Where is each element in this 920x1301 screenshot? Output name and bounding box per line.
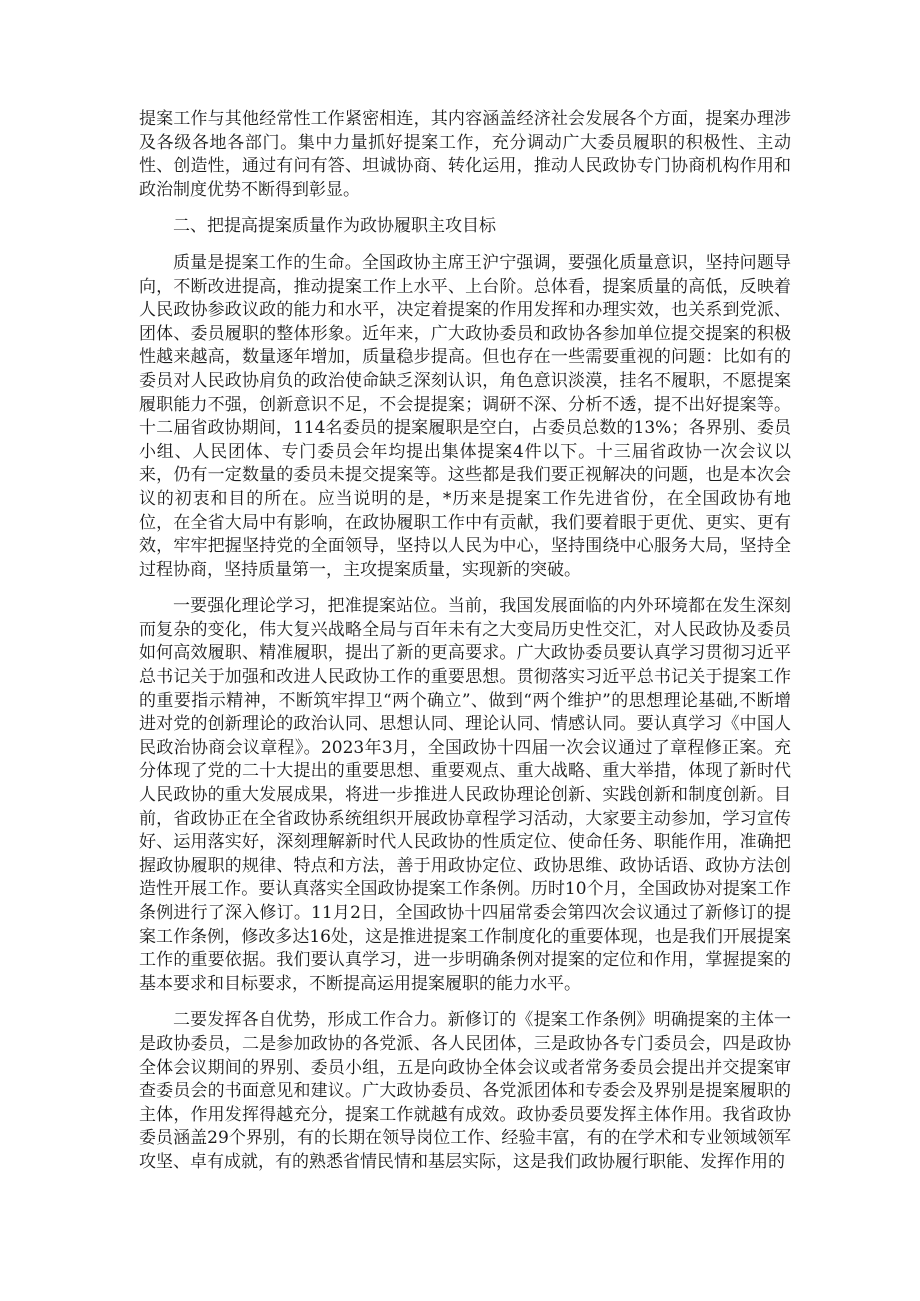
paragraph-quality: 质量是提案工作的生命。全国政协主席王沪宁强调，要强化质量意识，坚持问题导向，不断改进提高，推动提案工作上水平、上台阶。总体看，提案质量的高低，反映着人民政协参政议政的能力和水平，决定着提案的作用发挥和办理实效，也关系到党派、团体、委员履职的整体形象。近年来，广大政协委员和政协各参加单位提交提案的积极性越来越高，数量逐年增加，质量稳步提高。但也存在一些需要重视的问题：比如有的委员对人民政协肩负的政治使命缺乏深刻认识，角色意识淡漠，挂名不履职，不愿提案履职能力不强，创新意识不足，不会提提案；调研不深、分析不透，提不出好提案等。十二届省政协期间，114名委员的提案履职是空白，占委员总数的13%；各界别、委员小组、人民团体、专门委员会年均提出集体提案4件以下。十三届省政协一次会议以来，仍有一定数量的委员未提交提案等。这些都是我们要正视解决的问题，也是本次会议的初衷和目的所在。应当说明的是，*历来是提案工作先进省份，在全国政协有地位，在全省大局中有影响，在政协履职工作中有贡献，我们要着眼于更优、更实、更有效，牢牢把握坚持党的全面领导，坚持以人民为中心，坚持围绕中心服务大局，坚持全过程协商，坚持质量第一，主攻提案质量，实现新的突破。 [139, 252, 791, 580]
paragraph-intro: 提案工作与其他经常性工作紧密相连，其内容涵盖经济社会发展各个方面，提案办理涉及各级各地各部门。集中力量抓好提案工作，充分调动广大委员履职的积极性、主动性、创造性，通过有问有答、坦诚协商、转化运用，推动人民政协专门协商机构作用和政治制度优势不断得到彰显。 [139, 109, 791, 200]
paragraph-advantages: 二要发挥各自优势，形成工作合力。新修订的《提案工作条例》明确提案的主体一是政协委员，二是参加政协的各党派、各人民团体，三是政协各专门委员会，四是政协全体会议期间的界别、委员小组，五是向政协全体会议或者常务委员会提出并交提案审查委员会的书面意见和建议。广大政协委员、各党派团体和专委会及界别是提案履职的主体，作用发挥得越充分，提案工作就越有成效。政协委员要发挥主体作用。我省政协委员涵盖29个界别，有的长期在领导岗位工作、经验丰富，有的在学术和专业领域领军攻坚、卓有成就，有的熟悉省情民情和基层实际，这是我们政协履行职能、发挥作用的 [139, 1010, 791, 1172]
section-heading: 二、把提高提案质量作为政协履职主攻目标 [173, 216, 496, 237]
document-page [139, 108, 791, 1188]
paragraph-theory-study: 一要强化理论学习，把准提案站位。当前，我国发展面临的内外环境都在发生深刻而复杂的变化，伟大复兴战略全局与百年未有之大变局历史性交汇，对人民政协及委员如何高效履职、精准履职，提出了新的更高要求。广大政协委员要认真学习贯彻习近平总书记关于加强和改进人民政协工作的重要思想。贯彻落实习近平总书记关于提案工作的重要指示精神，不断筑牢捍卫“两个确立”、做到“两个维护”的思想理论基础,不断增进对党的创新理论的政治认同、思想认同、理论认同、情感认同。要认真学习《中国人民政治协商会议章程》。2023年3月，全国政协十四届一次会议通过了章程修正案。充分体现了党的二十大提出的重要思想、重要观点、重大战略、重大举措，体现了新时代人民政协的重大发展成果，将进一步推进人民政协理论创新、实践创新和制度创新。目前，省政协正在全省政协系统组织开展政协章程学习活动，大家要主动参加，学习宣传好、运用落实好，深刻理解新时代人民政协的性质定位、使命任务、职能作用，准确把握政协履职的规律、特点和方法，善于用政协定位、政协思维、政协话语、政协方法创造性开展工作。要认真落实全国政协提案工作条例。历时10个月，全国政协对提案工作条例进行了深入修订。11月2日，全国政协十四届常委会第四次会议通过了新修订的提案工作条例，修改多达16处，这是推进提案工作制度化的重要体现，也是我们开展提案工作的重要依据。我们要认真学习，进一步明确条例对提案的定位和作用，掌握提案的基本要求和目标要求，不断提高运用提案履职的能力水平。 [139, 596, 791, 994]
